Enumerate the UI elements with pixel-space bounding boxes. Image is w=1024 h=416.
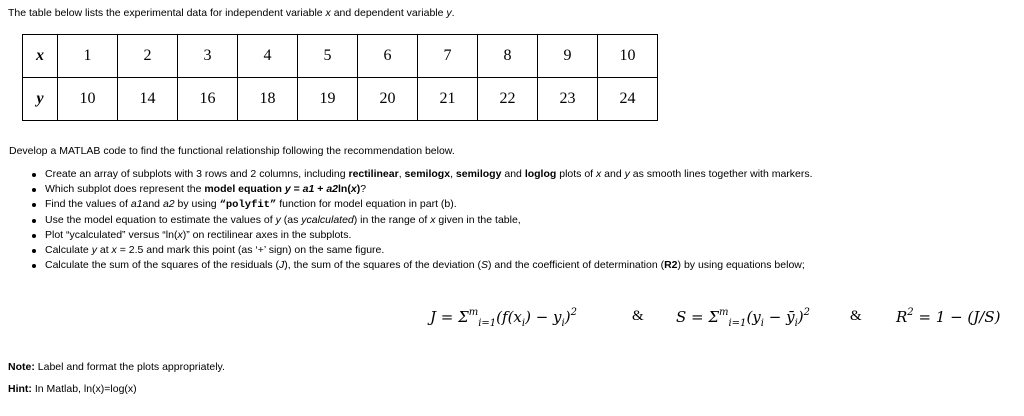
table-header-x: x (23, 35, 58, 78)
table-cell: 5 (298, 35, 358, 78)
table-cell: 3 (178, 35, 238, 78)
note-text (8, 361, 225, 373)
table-cell: 7 (418, 35, 478, 78)
table-cell: 8 (478, 35, 538, 78)
hint-body: In Matlab, ln(x)=log(x) (31, 383, 137, 395)
hint-text (8, 383, 137, 395)
list-item: Calculate y at x = 2.5 and mark this point (as ‘+’ sign) on the same figure. (32, 243, 813, 258)
note-body: Label and format the plots appropriately. (34, 361, 225, 373)
table-cell: 19 (298, 78, 358, 121)
table-cell: 4 (238, 35, 298, 78)
table-cell: 9 (538, 35, 598, 78)
intro-y: y (446, 7, 452, 19)
intro-prefix: The table below lists the experimental data for independent variable (8, 7, 326, 19)
table-cell: 1 (58, 35, 118, 78)
equation-s: $S = \Sigma^m_{i=1}(y_i$ − $ȳ_i)^2$ (676, 307, 810, 329)
table-cell: 6 (358, 35, 418, 78)
note-label: Note: (8, 361, 35, 373)
list-item: Which subplot does represent the model equation y = a1 + a2ln(x)? (32, 182, 813, 197)
table-cell: 10 (598, 35, 658, 78)
ampersand-separator: & (850, 308, 862, 324)
table-row-y (23, 78, 658, 121)
table-row-x (23, 35, 658, 78)
table-cell: 24 (598, 78, 658, 121)
equation-j: $J = \Sigma^m_{i=1}(f(x_i) - y_i)^2$ (430, 307, 577, 329)
equations (0, 307, 1024, 337)
list-item: Plot “ycalculated” versus “ln(x)” on rectilinear axes in the subplots. (32, 228, 813, 243)
hint-label: Hint: (8, 383, 32, 395)
equation-r2: $R^2 = 1 - (J/S)$ (896, 307, 1001, 326)
data-table (22, 34, 658, 121)
table-cell: 14 (118, 78, 178, 121)
list-item: Calculate the sum of the squares of the residuals (J), the sum of the squares of the deviation (S) and the coefficient of determination (R2) by using equations below; (32, 258, 813, 273)
intro-text (8, 7, 455, 19)
task-list (32, 167, 813, 273)
intro-middle: and dependent variable (330, 7, 447, 19)
table-cell: 22 (478, 78, 538, 121)
list-item: Use the model equation to estimate the values of y (as ycalculated) in the range of x given in the table, (32, 213, 813, 228)
intro-x: x (325, 7, 331, 19)
list-item: Create an array of subplots with 3 rows and 2 columns, including rectilinear, semilogx, semilogy and loglog plots of x and y as smooth lines together with markers. (32, 167, 813, 182)
table-cell: 2 (118, 35, 178, 78)
table-header-y: y (23, 78, 58, 121)
develop-instruction: Develop a MATLAB code to find the functional relationship following the recommendation below. (9, 145, 455, 157)
list-item: Find the values of a1and a2 by using “polyfit” function for model equation in part (b). (32, 197, 813, 212)
table-cell: 20 (358, 78, 418, 121)
table-cell: 18 (238, 78, 298, 121)
table-cell: 23 (538, 78, 598, 121)
intro-suffix: . (451, 7, 455, 19)
table-cell: 10 (58, 78, 118, 121)
ampersand-separator: & (632, 308, 644, 324)
table-cell: 16 (178, 78, 238, 121)
table-cell: 21 (418, 78, 478, 121)
